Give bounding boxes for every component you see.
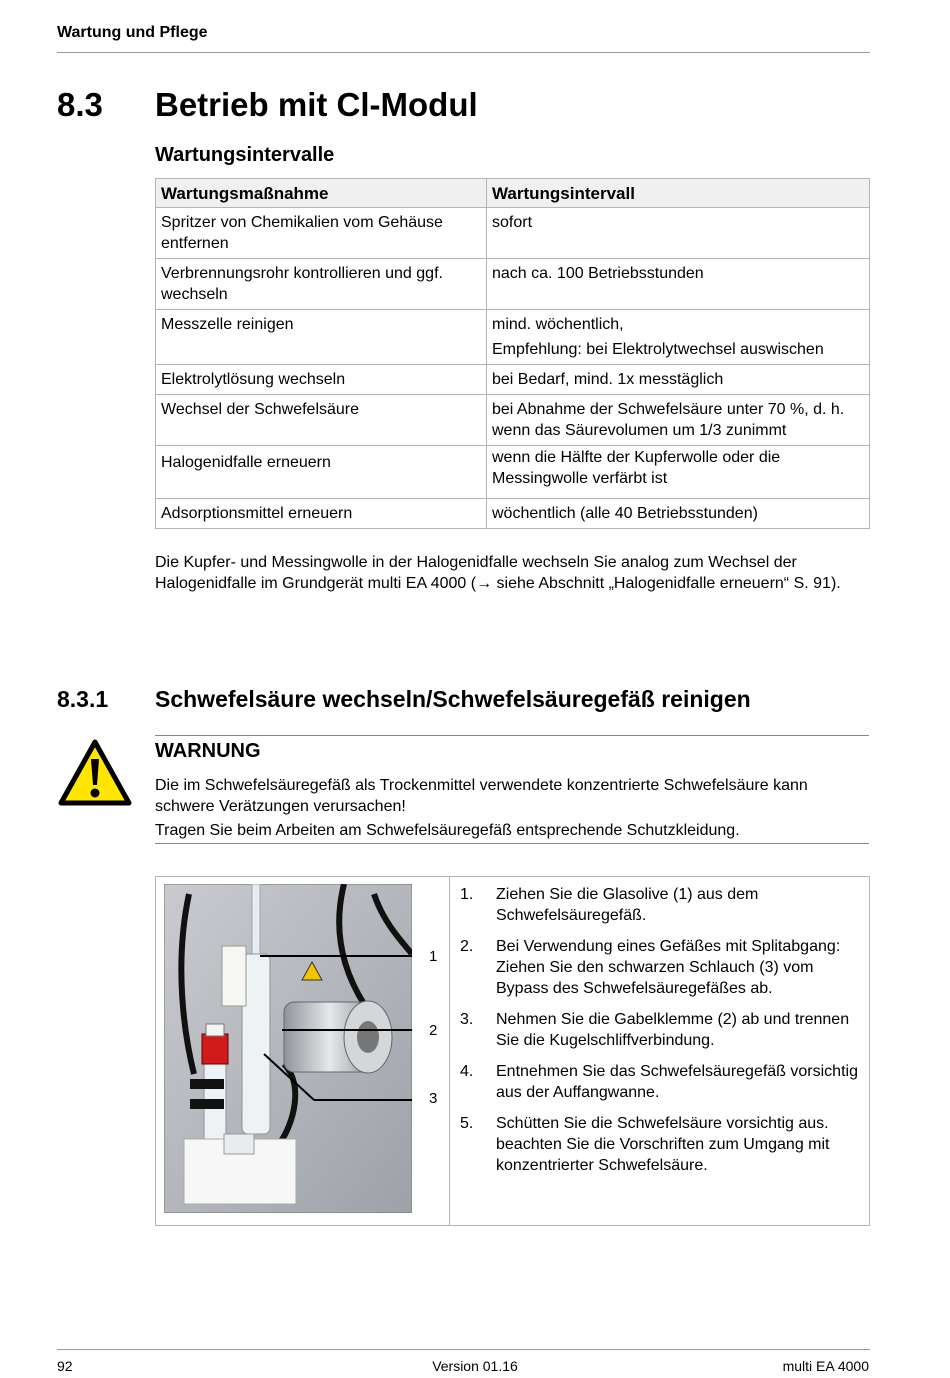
table-cell: bei Bedarf, mind. 1x messtäglich bbox=[487, 365, 870, 395]
table-cell: Verbrennungsrohr kontrollieren und ggf. wechseln bbox=[156, 259, 487, 310]
column-header: Wartungsintervall bbox=[487, 179, 870, 208]
warning-triangle-icon bbox=[58, 739, 132, 807]
step-number: 5. bbox=[460, 1115, 474, 1132]
table-header-row bbox=[156, 179, 870, 208]
callout-label: 2 bbox=[429, 1022, 438, 1039]
table-row bbox=[156, 446, 870, 499]
warning-title: WARNUNG bbox=[155, 740, 261, 762]
step-text: Schütten Sie die Schwefelsäure vorsichtig aus. beachten Sie die Vorschriften zum Umgang mit konzentrierter Schwefelsäure. bbox=[496, 1115, 830, 1174]
warning-text bbox=[155, 775, 870, 844]
procedure-divider bbox=[449, 876, 450, 1225]
footer-rule bbox=[57, 1349, 870, 1350]
section-title: Betrieb mit Cl-Modul bbox=[155, 86, 478, 123]
maintenance-table bbox=[155, 178, 870, 529]
table-cell: Halogenidfalle erneuern bbox=[156, 446, 487, 499]
section-number: 8.3 bbox=[57, 86, 103, 123]
step-number: 2. bbox=[460, 938, 474, 955]
table-row bbox=[156, 259, 870, 310]
header-rule bbox=[57, 52, 870, 53]
table-cell: Wechsel der Schwefelsäure bbox=[156, 395, 487, 446]
cell-line: mind. wöchentlich, bbox=[492, 316, 624, 333]
step-number: 3. bbox=[460, 1011, 474, 1028]
warning-line: Die im Schwefelsäuregefäß als Trockenmittel verwendete konzentrierte Schwefelsäure kann schwere Verätzungen verursachen! bbox=[155, 777, 808, 815]
device-photo bbox=[164, 884, 412, 1213]
step-text: Nehmen Sie die Gabelklemme (2) ab und trennen Sie die Kugelschliffverbindung. bbox=[496, 1011, 850, 1049]
table-cell: Messzelle reinigen bbox=[156, 310, 487, 365]
step-text: Ziehen Sie die Glasolive (1) aus dem Schwefelsäuregefäß. bbox=[496, 886, 759, 924]
procedure-steps bbox=[460, 884, 865, 1186]
table-cell: bei Abnahme der Schwefelsäure unter 70 %, d. h. wenn das Säurevolumen um 1/3 zunimmt bbox=[487, 395, 870, 446]
step-text: Ziehen Sie den schwarzen Schlauch (3) vom Bypass des Schwefelsäuregefäßes ab. bbox=[496, 959, 814, 997]
subsection-heading: Schwefelsäure wechseln/Schwefelsäuregefäß reinigen bbox=[155, 686, 751, 712]
table-cell: wenn die Hälfte der Kupferwolle oder die Messingwolle verfärbt ist bbox=[487, 446, 870, 499]
column-header: Wartungsmaßnahme bbox=[156, 179, 487, 208]
table-row bbox=[156, 310, 870, 365]
warning-line: Tragen Sie beim Arbeiten am Schwefelsäuregefäß entsprechende Schutzkleidung. bbox=[155, 822, 740, 839]
step-number: 1. bbox=[460, 886, 474, 903]
step-number: 4. bbox=[460, 1063, 474, 1080]
subsection-title: Wartungsintervalle bbox=[155, 144, 335, 166]
table-row bbox=[156, 208, 870, 259]
table-cell: Adsorptionsmittel erneuern bbox=[156, 499, 487, 529]
cell-line: Empfehlung: bei Elektrolytwechsel auswischen bbox=[492, 341, 824, 358]
list-item bbox=[460, 884, 865, 926]
table-cell: Spritzer von Chemikalien vom Gehäuse entfernen bbox=[156, 208, 487, 259]
subsection-number: 8.3.1 bbox=[57, 686, 109, 712]
table-cell: nach ca. 100 Betriebsstunden bbox=[487, 259, 870, 310]
list-item bbox=[460, 1113, 865, 1176]
running-header: Wartung und Pflege bbox=[57, 24, 208, 41]
table-cell: Elektrolytlösung wechseln bbox=[156, 365, 487, 395]
list-item bbox=[460, 936, 865, 999]
list-item bbox=[460, 1061, 865, 1103]
version-label: Version 01.16 bbox=[432, 1358, 518, 1374]
table-row bbox=[156, 499, 870, 529]
warning-top-rule bbox=[155, 735, 869, 736]
table-cell bbox=[487, 310, 870, 365]
body-paragraph: Die Kupfer- und Messingwolle in der Halogenidfalle wechseln Sie analog zum Wechsel der Halogenidfalle im Grundgerät multi EA 4000 (→ siehe Abschnitt „Halogenidfalle erneuern“ S. 91). bbox=[155, 554, 841, 592]
callout-label: 3 bbox=[429, 1090, 438, 1107]
page-number: 92 bbox=[57, 1358, 73, 1374]
list-item bbox=[460, 1009, 865, 1051]
table-row bbox=[156, 365, 870, 395]
step-text: Bei Verwendung eines Gefäßes mit Splitabgang: bbox=[496, 938, 841, 955]
table-cell: sofort bbox=[487, 208, 870, 259]
warning-bottom-rule bbox=[155, 843, 869, 844]
table-row bbox=[156, 395, 870, 446]
table-cell: wöchentlich (alle 40 Betriebsstunden) bbox=[487, 499, 870, 529]
step-text: Entnehmen Sie das Schwefelsäuregefäß vorsichtig aus der Auffangwanne. bbox=[496, 1063, 858, 1101]
callout-label: 1 bbox=[429, 948, 438, 965]
product-name: multi EA 4000 bbox=[782, 1358, 869, 1374]
